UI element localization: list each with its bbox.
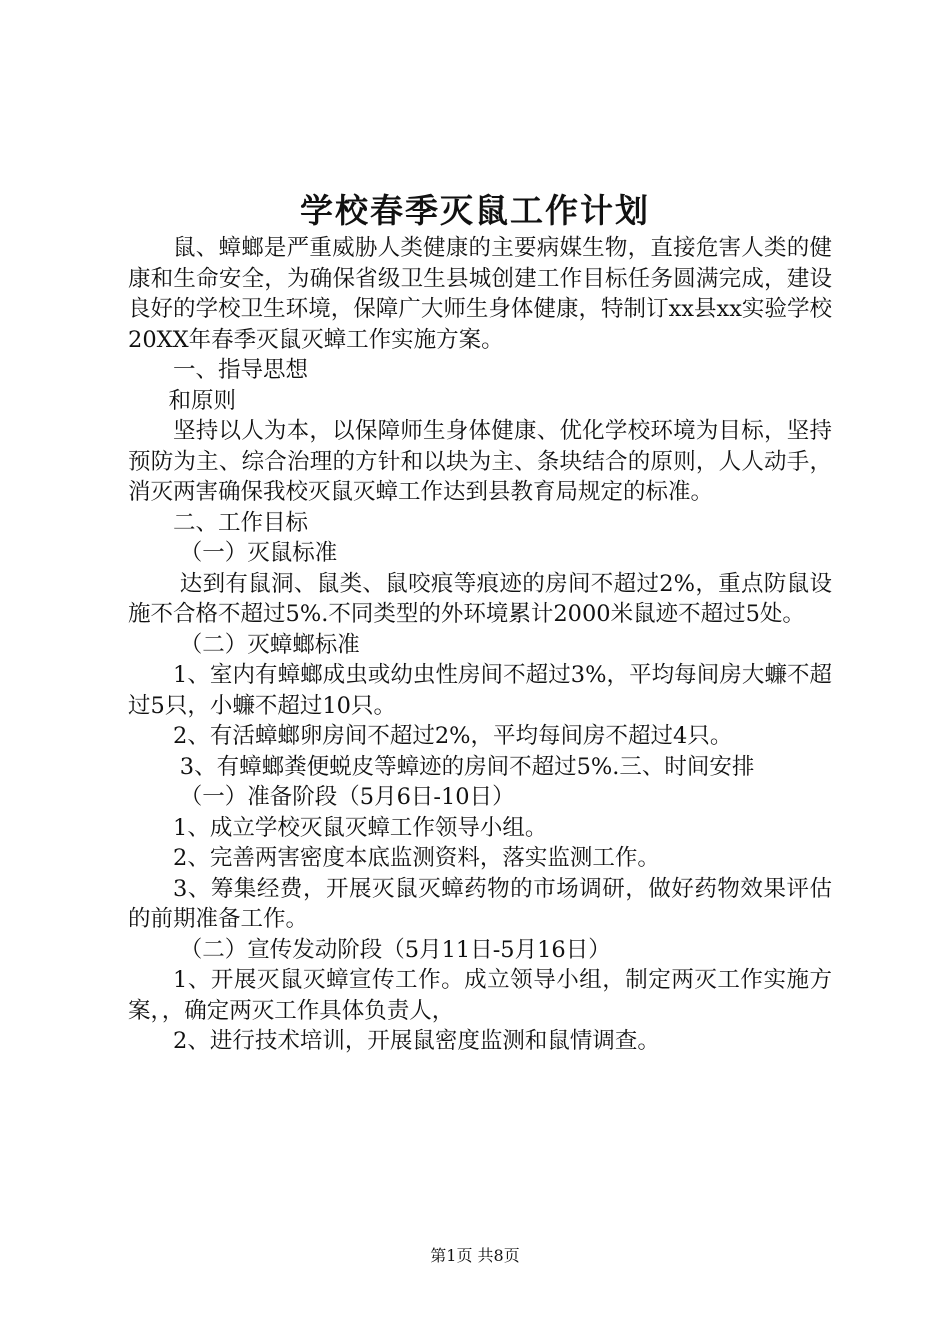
body-paragraph: 达到有鼠洞、鼠类、鼠咬痕等痕迹的房间不超过2%，重点防鼠设施不合格不超过5%.不同类型的外环境累计2000米鼠迹不超过5处。 [128, 570, 832, 627]
list-item: 3、筹集经费，开展灭鼠灭蟑药物的市场调研，做好药物效果评估的前期准备工作。 [128, 875, 832, 932]
subsection-heading: （二）宣传发动阶段（5月11日-5月16日） [179, 936, 611, 963]
section-heading: 一、指导思想 [173, 357, 309, 383]
list-item: 2、有活蟑螂卵房间不超过2%，平均每间房不超过4只。 [173, 723, 733, 749]
body-paragraph: 坚持以人为本，以保障师生身体健康、优化学校环境为目标，坚持预防为主、综合治理的方针和以块为主、条块结合的原则，人人动手，消灭两害确保我校灭鼠灭蟑工作达到县教育局规定的标准。 [128, 418, 832, 505]
list-item: 3、有蟑螂粪便蜕皮等蟑迹的房间不超过5%.三、时间安排 [179, 753, 755, 780]
subsection-heading: （二）灭蟑螂标准 [179, 631, 360, 658]
section-heading: 二、工作目标 [173, 509, 309, 536]
document-body [128, 233, 832, 1057]
intro-paragraph: 鼠、蟑螂是严重威胁人类健康的主要病媒生物，直接危害人类的健康和生命安全，为确保省级卫生县城创建工作目标任务圆满完成，建设良好的学校卫生环境，保障广大师生身体健康，特制订xx县xx实验学校20XX年春季灭鼠灭蟑工作实施方案。 [128, 235, 832, 353]
section-heading-continued: 和原则 [168, 387, 237, 414]
list-item: 2、完善两害密度本底监测资料，落实监测工作。 [173, 845, 660, 871]
list-item: 1、开展灭鼠灭蟑宣传工作。成立领导小组，制定两灭工作实施方案，，确定两灭工作具体负责人， [128, 967, 832, 1024]
page-number-footer: 第1页 共8页 [430, 1246, 520, 1265]
subsection-heading: （一）准备阶段（5月6日-10日） [179, 784, 515, 810]
subsection-heading: （一）灭鼠标准 [179, 540, 338, 566]
list-item: 1、室内有蟑螂成虫或幼虫性房间不超过3%，平均每间房大蠊不超过5只，小蠊不超过10只。 [128, 662, 832, 719]
list-item: 2、进行技术培训，开展鼠密度监测和鼠情调查。 [173, 1028, 660, 1054]
document-title: 学校春季灭鼠工作计划 [300, 191, 650, 230]
list-item: 1、成立学校灭鼠灭蟑工作领导小组。 [173, 814, 548, 841]
